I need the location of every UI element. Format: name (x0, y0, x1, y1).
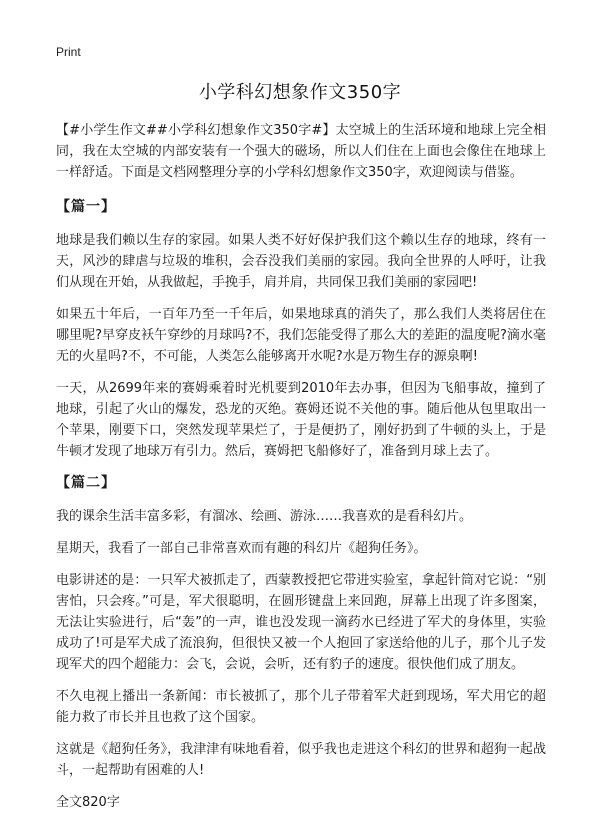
page-title: 小学科幻想象作文350字 (198, 82, 402, 103)
section-heading-2: 【篇二】 (56, 475, 116, 491)
section-heading-1: 【篇一】 (56, 199, 116, 215)
article-body (56, 120, 546, 813)
paragraph: 一天，从2699年来的赛姆乘着时光机要到2010年去办事，但因为飞船事故，撞到了地球，引起了火山的爆发，恐龙的灭绝。赛姆还说不关他的事。随后他从包里取出一个苹果，刚要下口，突然发现苹果烂了，于是便扔了，刚好扔到了牛顿的头上，于是牛顿才发现了地球万有引力。然后，赛姆把飞船修好了，准备到月球上去了。 (56, 381, 546, 459)
paragraph: 星期天，我看了一部自己非常喜欢而有趣的科幻片《超狗任务》。 (56, 541, 427, 556)
paragraph: 不久电视上播出一条新闻：市长被抓了，那个儿子带着军犬赶到现场，军犬用它的超能力救了市长并且也救了这个国家。 (56, 689, 546, 725)
paragraph: 如果五十年后，一百年乃至一千年后，如果地球真的消失了，那么我们人类将居住在哪里呢?早穿皮袄午穿纱的月球吗?不，我们怎能受得了那么大的差距的温度呢?滴水毫无的火星吗?不，不可能，人类怎么能够离开水呢?水是万物生存的源泉啊! (56, 307, 546, 364)
word-count: 全文820字 (56, 795, 120, 810)
print-link[interactable]: Print (56, 45, 81, 59)
paragraph: 电影讲述的是：一只军犬被抓走了，西蒙教授把它带进实验室，拿起针筒对它说：“别害怕，只会疼。”可是，军犬很聪明，在圆形键盘上来回跑，屏幕上出现了许多图案，无法让实验进行，后“轰”的一声，谁也没发现一滴药水已经进了军犬的身体里，实验成功了!可是军犬成了流浪狗，但很快又被一个人抱回了家送给他的儿子，那个儿子发现军犬的四个超能力：会飞，会说，会听，还有豹子的速度。很快他们成了朋友。 (56, 573, 546, 672)
paragraph: 我的课余生活丰富多彩，有溜冰、绘画、游泳……我喜欢的是看科幻片。 (56, 509, 473, 524)
intro-paragraph: 【#小学生作文##小学科幻想象作文350字#】太空城上的生活环境和地球上完全相同，我在太空城的内部安装有一个强大的磁场，所以人们住在上面也会像住在地球上一样舒适。下面是文档网整理分享的小学科幻想象作文350字，欢迎阅读与借鉴。 (56, 123, 546, 180)
paragraph: 地球是我们赖以生存的家园。如果人类不好好保护我们这个赖以生存的地球，终有一天，风沙的肆虐与垃圾的堆积，会吞没我们美丽的家园。我向全世界的人呼吁，让我们从现在开始，从我做起，手挽手，肩并肩，共同保卫我们美丽的家园吧! (56, 233, 546, 290)
paragraph: 这就是《超狗任务》，我津津有味地看着，似乎我也走进这个科幻的世界和超狗一起战斗，一起帮助有困难的人! (56, 742, 546, 778)
